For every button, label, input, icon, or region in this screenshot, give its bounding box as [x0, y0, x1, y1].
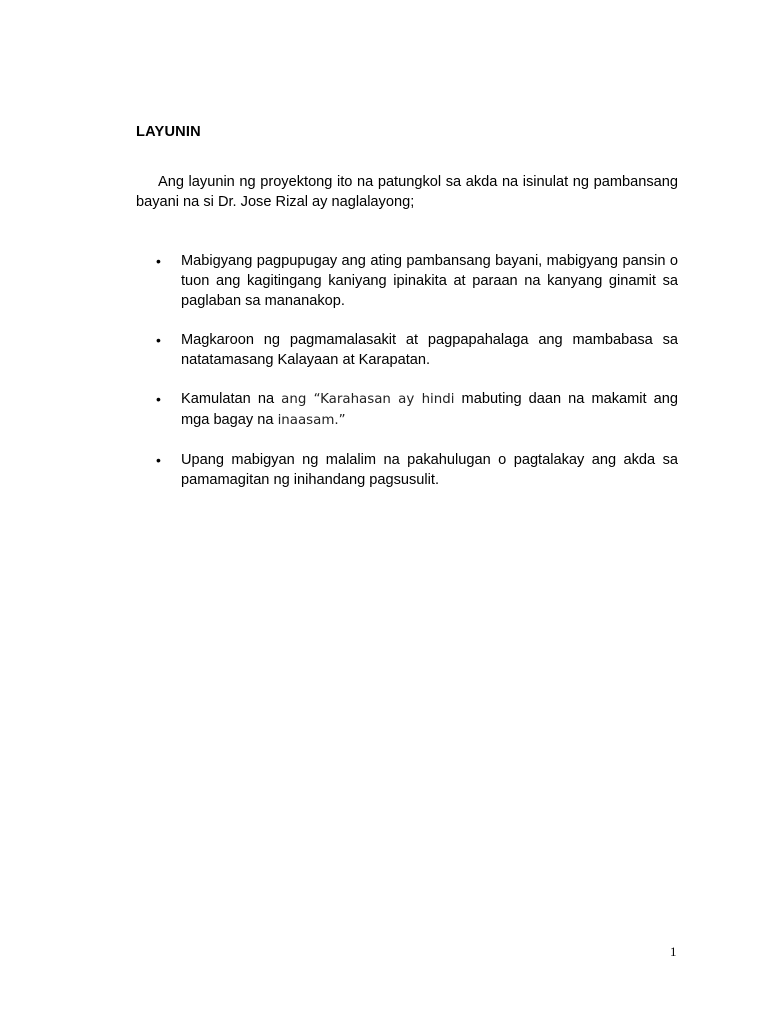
list-item [136, 389, 678, 431]
list-item-text-start: Kamulatan na [181, 391, 282, 407]
list-item-text: Upang mabigyan ng malalim na pakahulugan o pagtalakay ang akda sa pamamagitan ng inihandang pagsusulit. [181, 452, 678, 488]
objectives-list [136, 251, 678, 509]
intro-paragraph: Ang layunin ng proyektong ito na patungkol sa akda na isinulat ng pambansang bayani na si Dr. Jose Rizal ay naglalayong; [136, 174, 678, 210]
bullet-icon: • [156, 332, 161, 348]
quoted-text-end: inaasam.” [277, 413, 346, 428]
list-item [136, 330, 678, 370]
page-number: 1 [670, 944, 677, 959]
list-item-text: Mabigyang pagpupugay ang ating pambansang bayani, mabigyang pansin o tuon ang kagitingang kaniyang ipinakita at paraan na kanyang ginamit sa paglaban sa mananakop. [181, 253, 678, 309]
quoted-text-start: ang “Karahasan ay hindi [281, 392, 455, 407]
list-item [136, 251, 678, 311]
list-item [136, 450, 678, 490]
bullet-icon: • [156, 391, 161, 407]
list-item-text: Magkaroon ng pagmamalasakit at pagpapahalaga ang mambabasa sa natatamasang Kalayaan at Karapatan. [181, 332, 678, 368]
list-item-text-mid: mabuting daan na makamit ang mga bagay na [181, 391, 679, 428]
section-heading: LAYUNIN [136, 124, 201, 140]
bullet-icon: • [156, 452, 161, 468]
bullet-icon: • [156, 253, 161, 269]
